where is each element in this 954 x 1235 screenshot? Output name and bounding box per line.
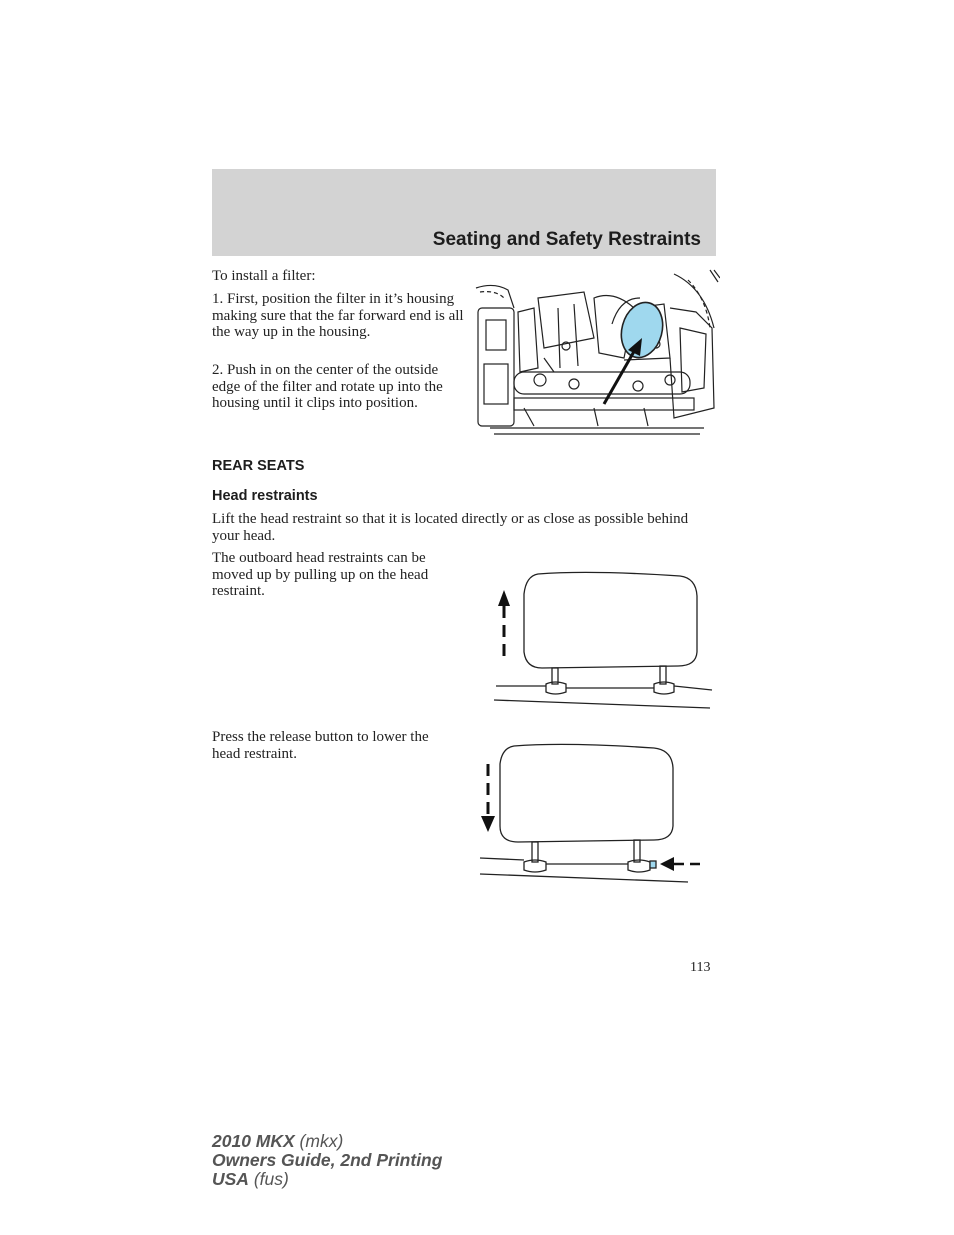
section-header-band bbox=[212, 169, 716, 256]
filter-step-2: 2. Push in on the center of the outside edge of the filter and rotate up into the housing until it clips into position. bbox=[212, 362, 443, 411]
page-number: 113 bbox=[690, 960, 711, 975]
footer-line-2: Owners Guide, 2nd Printing bbox=[212, 1150, 443, 1170]
section-title: Seating and Safety Restraints bbox=[432, 229, 701, 250]
raise-instruction: The outboard head restraints can be moved up by pulling up on the head restraint. bbox=[212, 550, 429, 599]
lower-instruction: Press the release button to lower the head restraint. bbox=[212, 729, 429, 762]
footer-model: 2010 MKX bbox=[212, 1131, 295, 1151]
footer-model-code: (mkx) bbox=[294, 1131, 344, 1151]
head-restraint-lower-illustration bbox=[476, 740, 714, 886]
footer-market: USA bbox=[212, 1169, 249, 1189]
cabin-filter-illustration bbox=[474, 268, 720, 440]
head-restraint-raise-illustration bbox=[490, 568, 714, 712]
rear-seats-heading: REAR SEATS bbox=[212, 458, 305, 474]
head-restraint-intro: Lift the head restraint so that it is located directly or as close as possible behind your head. bbox=[212, 511, 689, 544]
footer-market-code: (fus) bbox=[248, 1169, 289, 1189]
footer-line-1 bbox=[212, 1132, 442, 1151]
document-footer bbox=[212, 1132, 442, 1189]
filter-step-1: 1. First, position the filter in it’s housing making sure that the far forward end is all the way up in the housing. bbox=[212, 291, 464, 340]
footer-line-3 bbox=[212, 1170, 442, 1189]
filter-intro: To install a filter: bbox=[212, 268, 316, 284]
head-restraints-subheading: Head restraints bbox=[212, 488, 318, 504]
